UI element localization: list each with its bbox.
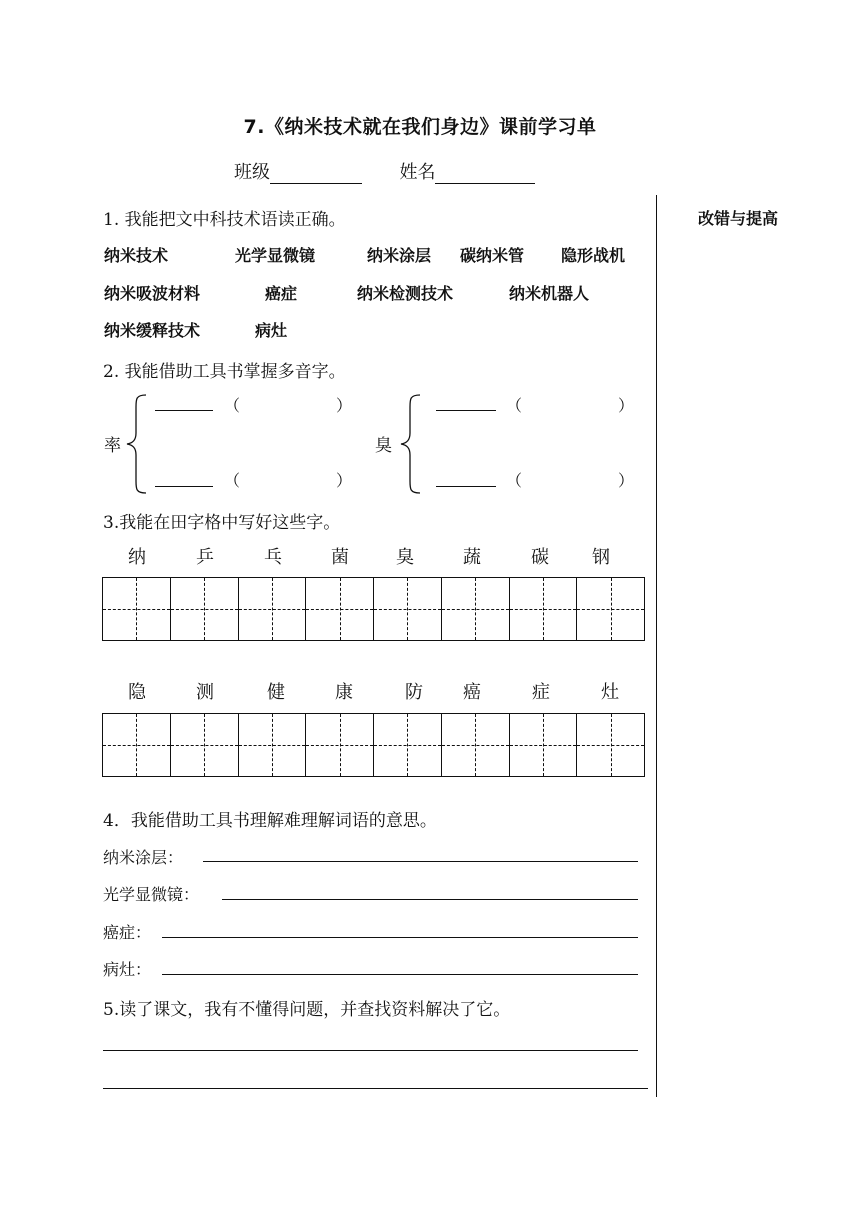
tianzige-grid-row-1	[102, 577, 645, 641]
polyphone-char: 率	[104, 436, 121, 456]
char-label: 防	[405, 682, 423, 703]
paren-open: （	[506, 396, 523, 415]
term: 纳米技术	[104, 246, 169, 265]
char-label: 纳	[128, 547, 146, 568]
char-label: 测	[196, 682, 214, 703]
term: 癌症	[265, 284, 298, 303]
term: 病灶	[255, 321, 288, 340]
term: 隐形战机	[561, 246, 626, 265]
tianzige-cell[interactable]	[442, 578, 510, 640]
tianzige-cell[interactable]	[442, 714, 510, 776]
class-blank[interactable]	[270, 163, 362, 184]
term: 纳米吸波材料	[104, 284, 201, 303]
char-label: 蔬	[463, 547, 481, 568]
term: 光学显微镜	[235, 246, 316, 265]
paren-open: （	[224, 396, 241, 415]
worksheet-title: 7.《纳米技术就在我们身边》课前学习单	[243, 116, 597, 138]
vocab-term: 病灶：	[103, 960, 152, 979]
char-label: 隐	[128, 682, 146, 703]
char-label: 癌	[463, 682, 481, 703]
vocab-term: 纳米涂层：	[103, 848, 184, 867]
q5-prompt: 5.读了课文，我有不懂得问题，并查找资料解决了它。	[103, 1000, 511, 1020]
char-label: 碳	[531, 547, 549, 568]
answer-line[interactable]	[162, 937, 638, 938]
tianzige-cell[interactable]	[239, 578, 307, 640]
char-label: 菌	[331, 547, 349, 568]
paren-open: （	[224, 471, 241, 490]
char-label: 健	[267, 682, 285, 703]
left-brace-icon	[398, 393, 424, 495]
term: 纳米涂层	[367, 246, 432, 265]
char-label: 臭	[396, 547, 414, 568]
polyphone-char: 臭	[375, 436, 392, 456]
left-brace-icon	[124, 393, 150, 495]
paren-close: ）	[618, 471, 635, 490]
tianzige-cell[interactable]	[510, 578, 578, 640]
tianzige-grid-row-2	[102, 713, 645, 777]
answer-line[interactable]	[162, 974, 638, 975]
paren-close: ）	[336, 396, 353, 415]
pinyin-blank[interactable]	[436, 486, 496, 487]
pinyin-blank[interactable]	[155, 486, 213, 487]
char-label: 乒	[196, 547, 214, 568]
tianzige-cell[interactable]	[239, 714, 307, 776]
answer-line[interactable]	[103, 1088, 648, 1089]
q3-prompt: 3.我能在田字格中写好这些字。	[103, 513, 341, 533]
answer-line[interactable]	[222, 899, 638, 900]
tianzige-cell[interactable]	[374, 578, 442, 640]
char-label: 症	[532, 682, 550, 703]
paren-close: ）	[618, 396, 635, 415]
tianzige-cell[interactable]	[171, 714, 239, 776]
char-label: 钢	[592, 547, 610, 568]
vocab-term: 癌症：	[103, 923, 152, 942]
term: 纳米缓释技术	[104, 321, 201, 340]
paren-close: ）	[336, 471, 353, 490]
answer-line[interactable]	[103, 1050, 638, 1051]
paren-open: （	[506, 471, 523, 490]
vocab-term: 光学显微镜：	[103, 885, 200, 904]
char-label: 灶	[601, 682, 619, 703]
student-info-line	[234, 158, 535, 184]
tianzige-cell[interactable]	[577, 714, 644, 776]
class-label: 班级	[234, 162, 270, 183]
q4-prompt: 4．我能借助工具书理解难理解词语的意思。	[103, 811, 437, 831]
sidebar-divider	[656, 195, 657, 1097]
tianzige-cell[interactable]	[103, 578, 171, 640]
pinyin-blank[interactable]	[155, 410, 213, 411]
tianzige-cell[interactable]	[577, 578, 644, 640]
term: 碳纳米管	[460, 246, 525, 265]
tianzige-cell[interactable]	[510, 714, 578, 776]
sidebar-title: 改错与提高	[698, 209, 779, 228]
name-label: 姓名	[399, 162, 436, 183]
tianzige-cell[interactable]	[374, 714, 442, 776]
term: 纳米机器人	[509, 284, 590, 303]
char-label: 康	[335, 682, 353, 703]
term: 纳米检测技术	[357, 284, 454, 303]
char-label: 乓	[264, 547, 282, 568]
q2-prompt: 2. 我能借助工具书掌握多音字。	[103, 362, 346, 382]
tianzige-cell[interactable]	[306, 578, 374, 640]
tianzige-cell[interactable]	[306, 714, 374, 776]
name-blank[interactable]	[435, 163, 535, 184]
tianzige-cell[interactable]	[103, 714, 171, 776]
answer-line[interactable]	[203, 861, 638, 862]
q1-prompt: 1. 我能把文中科技术语读正确。	[103, 210, 346, 230]
tianzige-cell[interactable]	[171, 578, 239, 640]
pinyin-blank[interactable]	[436, 410, 496, 411]
